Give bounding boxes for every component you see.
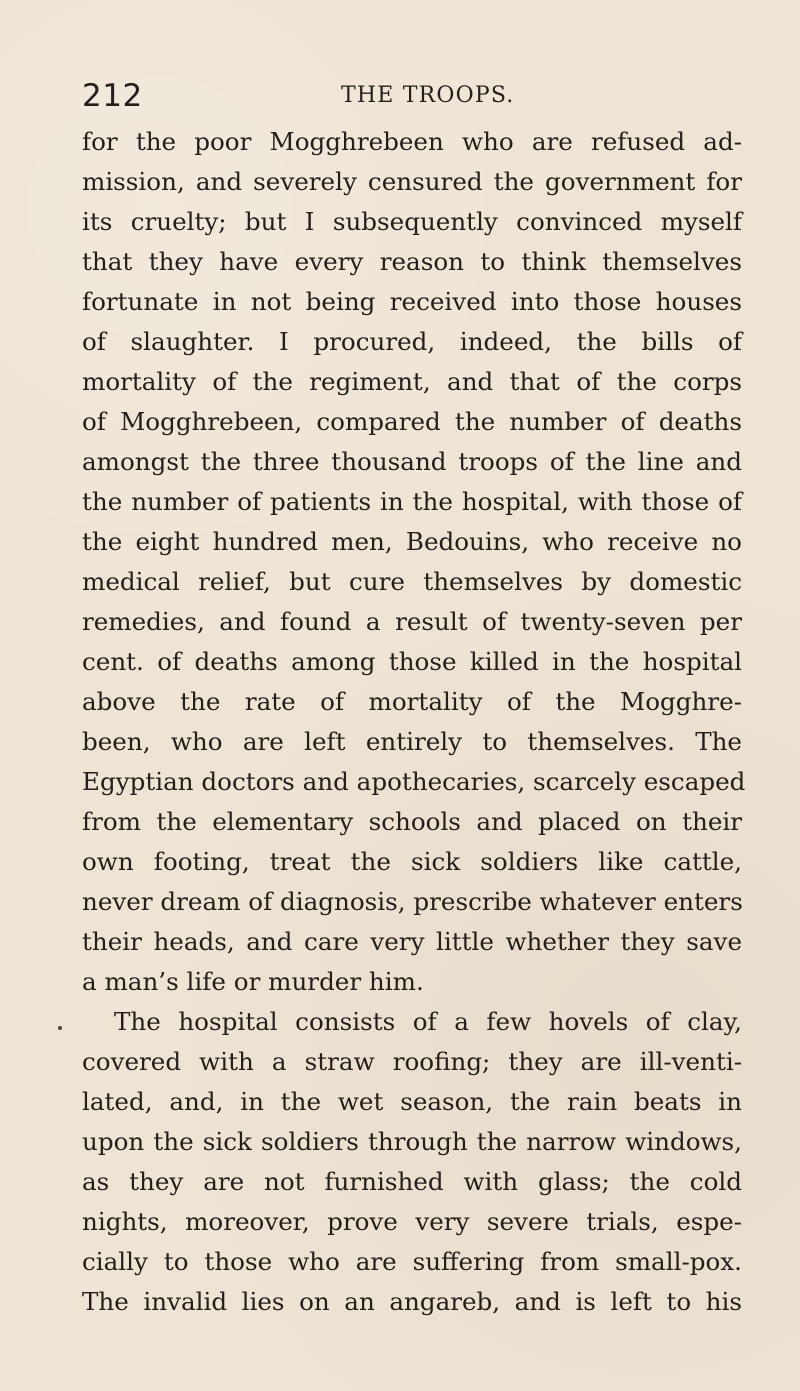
text-line: that they have every reason to think themselves — [82, 247, 742, 276]
text-line: of Mogghrebeen, compared the number of deaths — [82, 407, 742, 436]
text-line: the eight hundred men, Bedouins, who receive no — [82, 527, 742, 556]
text-line: mortality of the regiment, and that of the corps — [82, 367, 742, 396]
text-line: never dream of diagnosis, prescribe whatever enters — [82, 887, 743, 916]
text-line: for the poor Mogghrebeen who are refused ad- — [82, 127, 742, 156]
page-number: 212 — [82, 78, 143, 114]
text-line: remedies, and found a result of twenty-seven per — [82, 607, 742, 636]
text-line: own footing, treat the sick soldiers like cattle, — [82, 847, 742, 876]
text-line: covered with a straw roofing; they are ill-venti- — [82, 1047, 742, 1076]
text-line: above the rate of mortality of the Mogghre- — [82, 687, 742, 716]
text-line: mission, and severely censured the government for — [82, 167, 742, 196]
text-line: fortunate in not being received into those houses — [82, 287, 742, 316]
text-line: the number of patients in the hospital, with those of — [82, 487, 742, 516]
text-line: cially to those who are suffering from small-pox. — [82, 1247, 742, 1276]
running-head: THE TROOPS. — [341, 83, 515, 108]
text-line: nights, moreover, prove very severe trials, espe- — [82, 1207, 742, 1236]
body-text — [82, 122, 746, 1322]
text-line: medical relief, but cure themselves by domestic — [82, 567, 742, 596]
text-line: from the elementary schools and placed on their — [82, 807, 742, 836]
text-line: been, who are left entirely to themselves. The — [82, 727, 742, 756]
paragraph-start-line: The hospital consists of a few hovels of clay, — [114, 1007, 742, 1036]
ink-speck — [58, 1026, 62, 1030]
text-line: upon the sick soldiers through the narrow windows, — [82, 1127, 742, 1156]
text-line: their heads, and care very little whether they save — [82, 927, 742, 956]
text-line: lated, and, in the wet season, the rain beats in — [82, 1087, 742, 1116]
text-line: cent. of deaths among those killed in the hospital — [82, 647, 742, 676]
text-line: Egyptian doctors and apothecaries, scarcely escaped — [82, 767, 746, 796]
text-line: as they are not furnished with glass; the cold — [82, 1167, 742, 1196]
text-line: its cruelty; but I subsequently convinced myself — [82, 207, 742, 236]
text-line: amongst the three thousand troops of the line and — [82, 447, 742, 476]
ink-speck — [412, 1297, 415, 1300]
page-header — [82, 78, 742, 114]
text-line: The invalid lies on an angareb, and is left to his — [82, 1287, 742, 1316]
text-line: of slaughter. I procured, indeed, the bills of — [82, 327, 742, 356]
paragraph-end-line: a man’s life or murder him. — [82, 967, 424, 996]
